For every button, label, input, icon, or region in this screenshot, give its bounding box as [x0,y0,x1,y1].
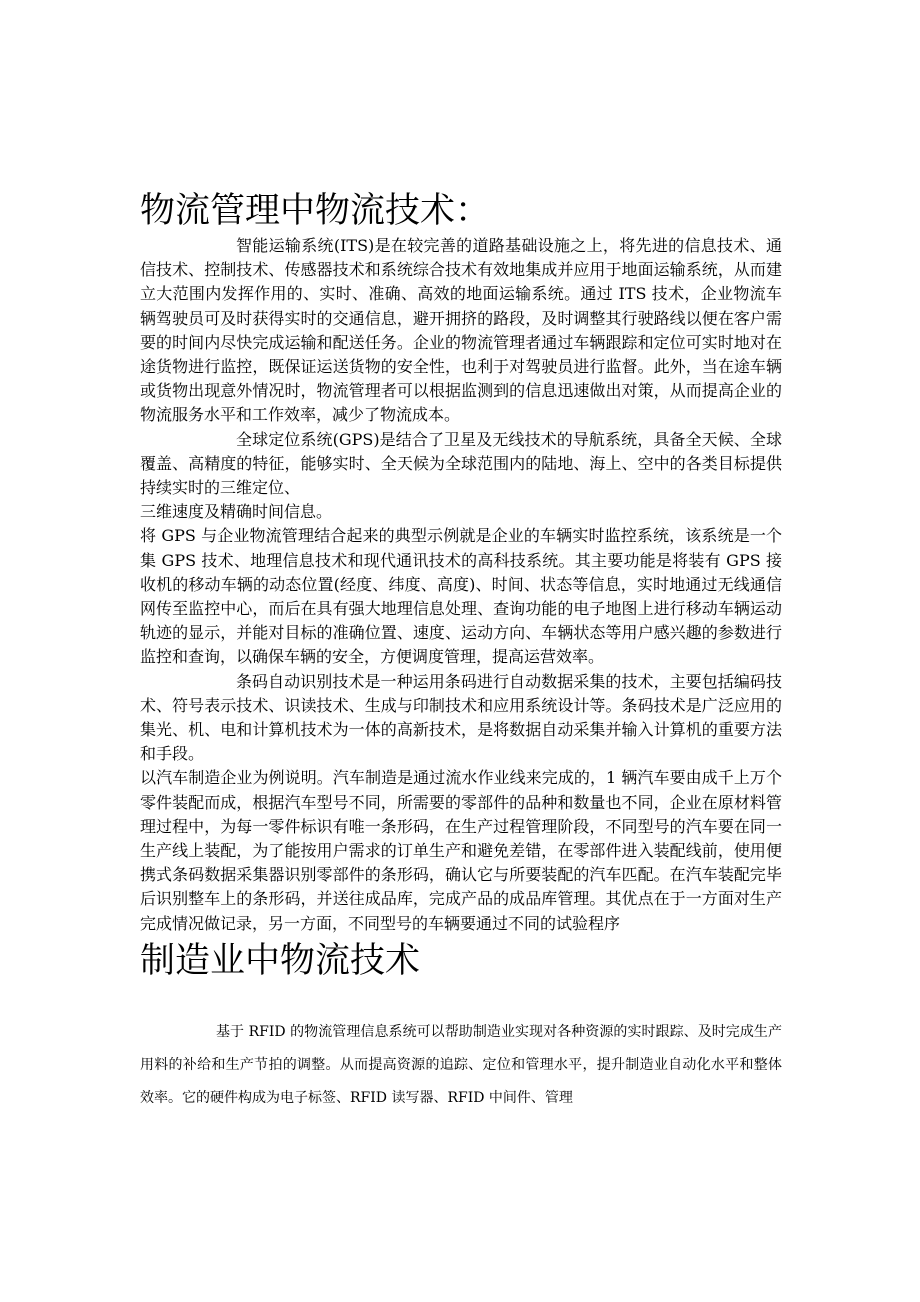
paragraph-gps-intro: 全球定位系统(GPS)是结合了卫星及无线技术的导航系统，具备全天候、全球覆盖、高精度的特征，能够实时、全天候为全球范围内的陆地、海上、空中的各类目标提供持续实时的三维定位、 [140,429,782,498]
section-title-logistics-tech: 物流管理中物流技术： [140,191,491,231]
paragraph-its: 智能运输系统(ITS)是在较完善的道路基础设施之上，将先进的信息技术、通信技术、控制技术、传感器技术和系统综合技术有效地集成并应用于地面运输系统，从而建立大范围内发挥作用的、实时、准确、高效的地面运输系统。通过 ITS 技术，企业物流车辆驾驶员可及时获得实时的交通信息，避开拥挤的路段，及时调整其行驶路线以便在客户需要的时间内尽快完成运输和配送任务。企业的物流管理者通过车辆跟踪和定位可实时地对在途货物进行监控，既保证运送货物的安全性，也利于对驾驶员进行监督。此外，当在途车辆或货物出现意外情况时，物流管理者可以根据监测到的信息迅速做出对策，从而提高企业的物流服务水平和工作效率，减少了物流成本。 [140,236,782,425]
document-content [140,188,782,1115]
paragraph-gps-example: 将 GPS 与企业物流管理结合起来的典型示例就是企业的车辆实时监控系统，该系统是一个集 GPS 技术、地理信息技术和现代通讯技术的高科技系统。其主要功能是将装有 GPS 接收机的移动车辆的动态位置(经度、纬度、高度)、时间、状态等信息，实时地通过无线通信网传至监控中心，而后在具有强大地理信息处理、查询功能的电子地图上进行移动车辆运动轨迹的显示，并能对目标的准确位置、速度、运动方向、车辆状态等用户感兴趣的参数进行监控和查询，以确保车辆的安全，方便调度管理，提高运营效率。 [140,526,782,667]
section-title-manufacturing: 制造业中物流技术 [140,940,421,981]
paragraph-barcode: 条码自动识别技术是一种运用条码进行自动数据采集的技术，主要包括编码技术、符号表示技术、识读技术、生成与印制技术和应用系统设计等。条码技术是广泛应用的集光、机、电和计算机技术为一体的高新技术，是将数据自动采集并输入计算机的重要方法和手段。 [140,671,782,764]
paragraph-rfid: 基于 RFID 的物流管理信息系统可以帮助制造业实现对各种资源的实时跟踪、及时完成生产用料的补给和生产节拍的调整。从而提高资源的追踪、定位和管理水平，提升制造业自动化水平和整体效率。它的硬件构成为电子标签、RFID 读写器、RFID 中间件、管理 [140,1023,782,1106]
paragraph-auto-manufacturing: 以汽车制造企业为例说明。汽车制造是通过流水作业线来完成的，1 辆汽车要由成千上万个零件装配而成，根据汽车型号不同，所需要的零部件的品种和数量也不同，企业在原材料管理过程中，为每一零件标识有唯一条形码，在生产过程管理阶段，不同型号的汽车要在同一生产线上装配，为了能按用户需求的订单生产和避免差错，在零部件进入装配线前，使用便携式条码数据采集器识别零部件的条形码，确认它与所要装配的汽车匹配。在汽车装配完毕后识别整车上的条形码，并送往成品库，完成产品的成品库管理。其优点在于一方面对生产完成情况做记录，另一方面，不同型号的车辆要通过不同的试验程序 [140,768,782,933]
paragraph-gps-continued: 三维速度及精确时间信息。 [140,502,333,522]
